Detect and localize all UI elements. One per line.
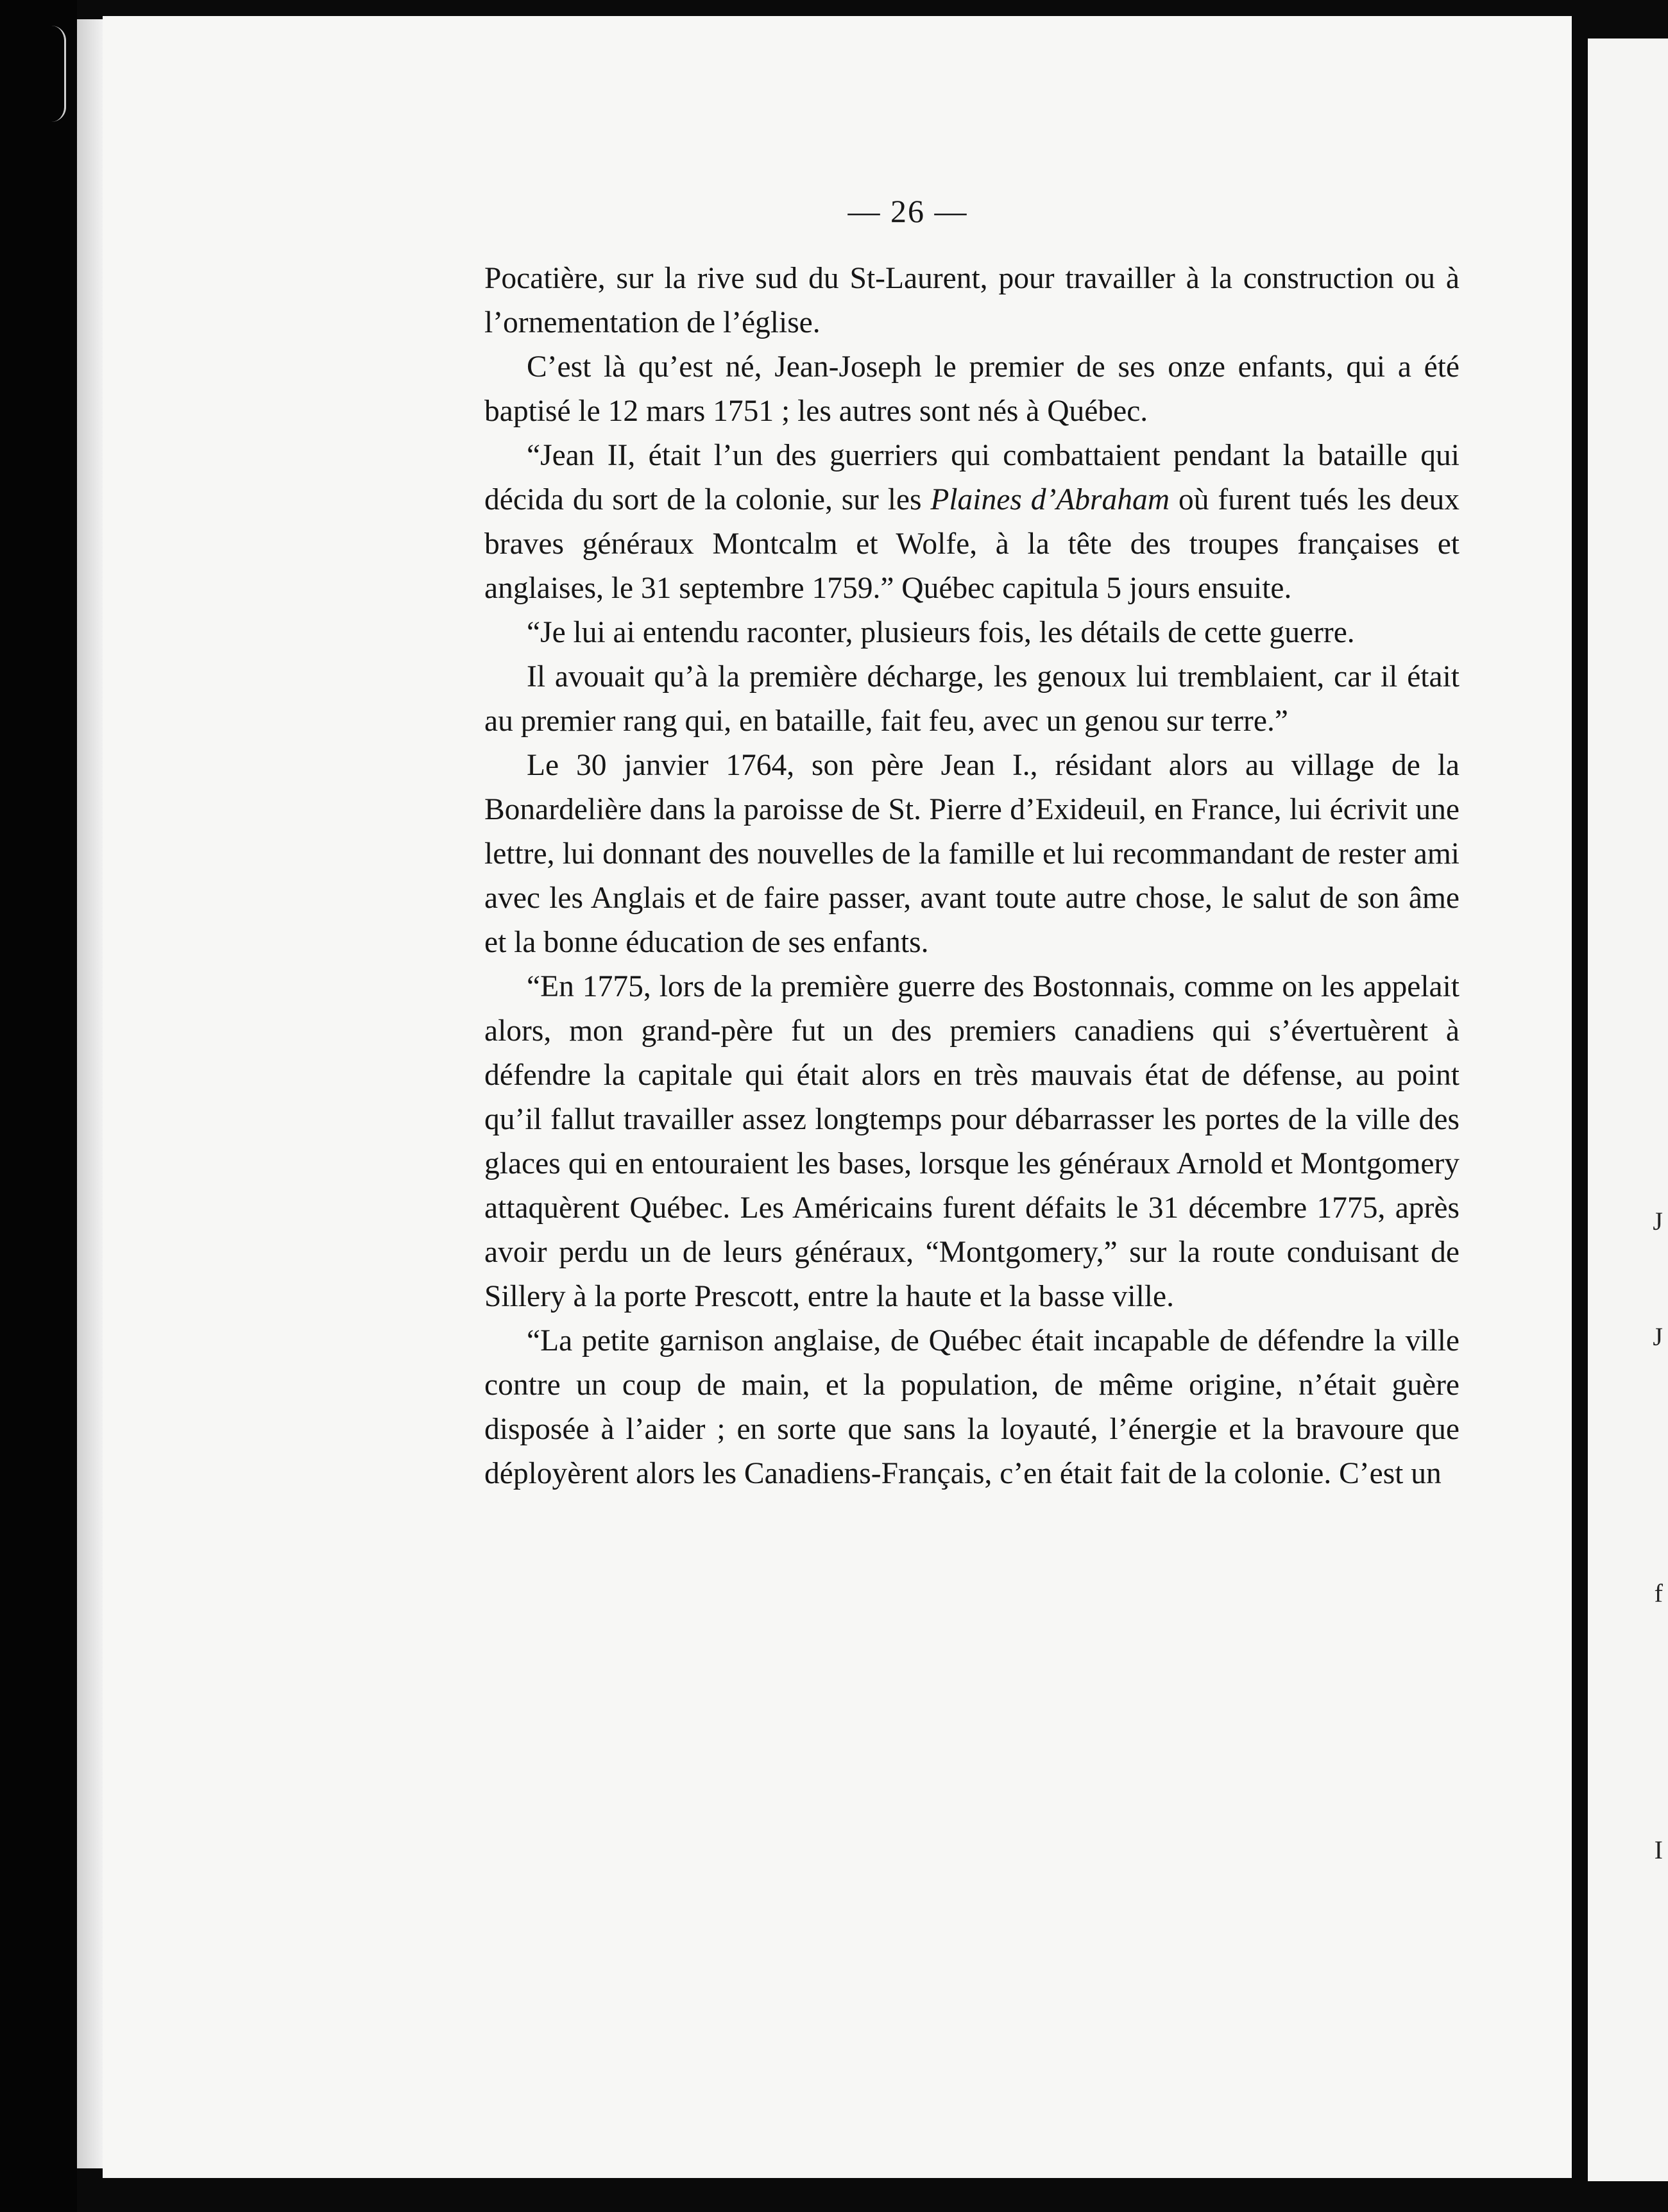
paragraph xyxy=(484,965,1460,1319)
paragraph xyxy=(484,1319,1460,1496)
page-number-text: — 26 — xyxy=(847,193,968,229)
paragraph-text: “En 1775, lors de la première guerre des Bostonnais, comme on les appelait alors, mon grand-père fut un des premiers canadiens qui s’évertuèrent à défendre la capitale qui était alors en très mauvais état de défense, au point qu’il fallut travailler assez longtemps pour débarrasser les portes de la ville des glaces qui en entouraient les bases, lorsque les généraux Arnold et Montgomery attaquèrent Québec. Les Américains furent défaits le 31 décembre 1775, après avoir perdu un de leurs généraux, “Montgomery,” sur la route conduisant de Sillery à la porte Prescott, entre la haute et la basse ville. xyxy=(484,970,1460,1313)
facing-page-letter: J xyxy=(1653,1207,1663,1236)
paragraph-text: “La petite garnison anglaise, de Québec était incapable de défendre la ville contre un coup de main, et la population, de même origine, n’était guère disposée à l’aider ; en sorte que sans la loyauté, l’énergie et la bravoure que déployèrent alors les Canadiens-Français, c’en était fait de la colonie. C’est un xyxy=(484,1324,1460,1490)
page-number xyxy=(0,192,1668,230)
paragraph-text: C’est là qu’est né, Jean-Joseph le premier de ses onze enfants, qui a été baptisé le 12 mars 1751 ; les autres sont nés à Québec. xyxy=(484,350,1460,428)
torn-edge-mark xyxy=(51,26,66,122)
paragraph xyxy=(484,434,1460,611)
paragraph-text: Il avouait qu’à la première décharge, les genoux lui tremblaient, car il était au premier rang qui, en bataille, fait feu, avec un genou sur terre.” xyxy=(484,660,1460,738)
paragraph-text: “Jean II, était l’un des guerriers qui combattaient pendant la bataille qui décida du sort de la colonie, sur les xyxy=(484,439,1460,516)
facing-page-letter: J xyxy=(1653,1322,1663,1351)
paragraph xyxy=(484,611,1460,655)
facing-page-letter: I xyxy=(1654,1835,1663,1864)
paragraph xyxy=(484,744,1460,965)
paragraph xyxy=(484,257,1460,345)
paragraph-text: “Je lui ai entendu raconter, plusieurs fois, les détails de cette guerre. xyxy=(527,616,1355,649)
paragraph-text: où furent tués les deux braves généraux Montcalm et Wolfe, à la tête des troupes françaises et anglaises, le 31 septembre 1759.” Québec capitula 5 jours ensuite. xyxy=(484,483,1460,605)
paragraph xyxy=(484,655,1460,744)
facing-page-letter: f xyxy=(1654,1579,1663,1608)
facing-page-edge xyxy=(1588,38,1668,2181)
body-text xyxy=(484,257,1460,1496)
scan-margin-dark xyxy=(0,0,77,2212)
paragraph-text: Le 30 janvier 1764, son père Jean I., résidant alors au village de la Bonardelière dans la paroisse de St. Pierre d’Exideuil, en France, lui écrivit une lettre, lui donnant des nouvelles de la famille et lui recommandant de rester ami avec les Anglais et de faire passer, avant toute autre chose, le salut de son âme et la bonne éducation de ses enfants. xyxy=(484,749,1460,959)
italic-place-name: Plaines d’Abraham xyxy=(930,483,1170,516)
paragraph xyxy=(484,345,1460,434)
paragraph-text: Pocatière, sur la rive sud du St-Laurent, pour travailler à la construction ou à l’ornementation de l’église. xyxy=(484,262,1460,339)
